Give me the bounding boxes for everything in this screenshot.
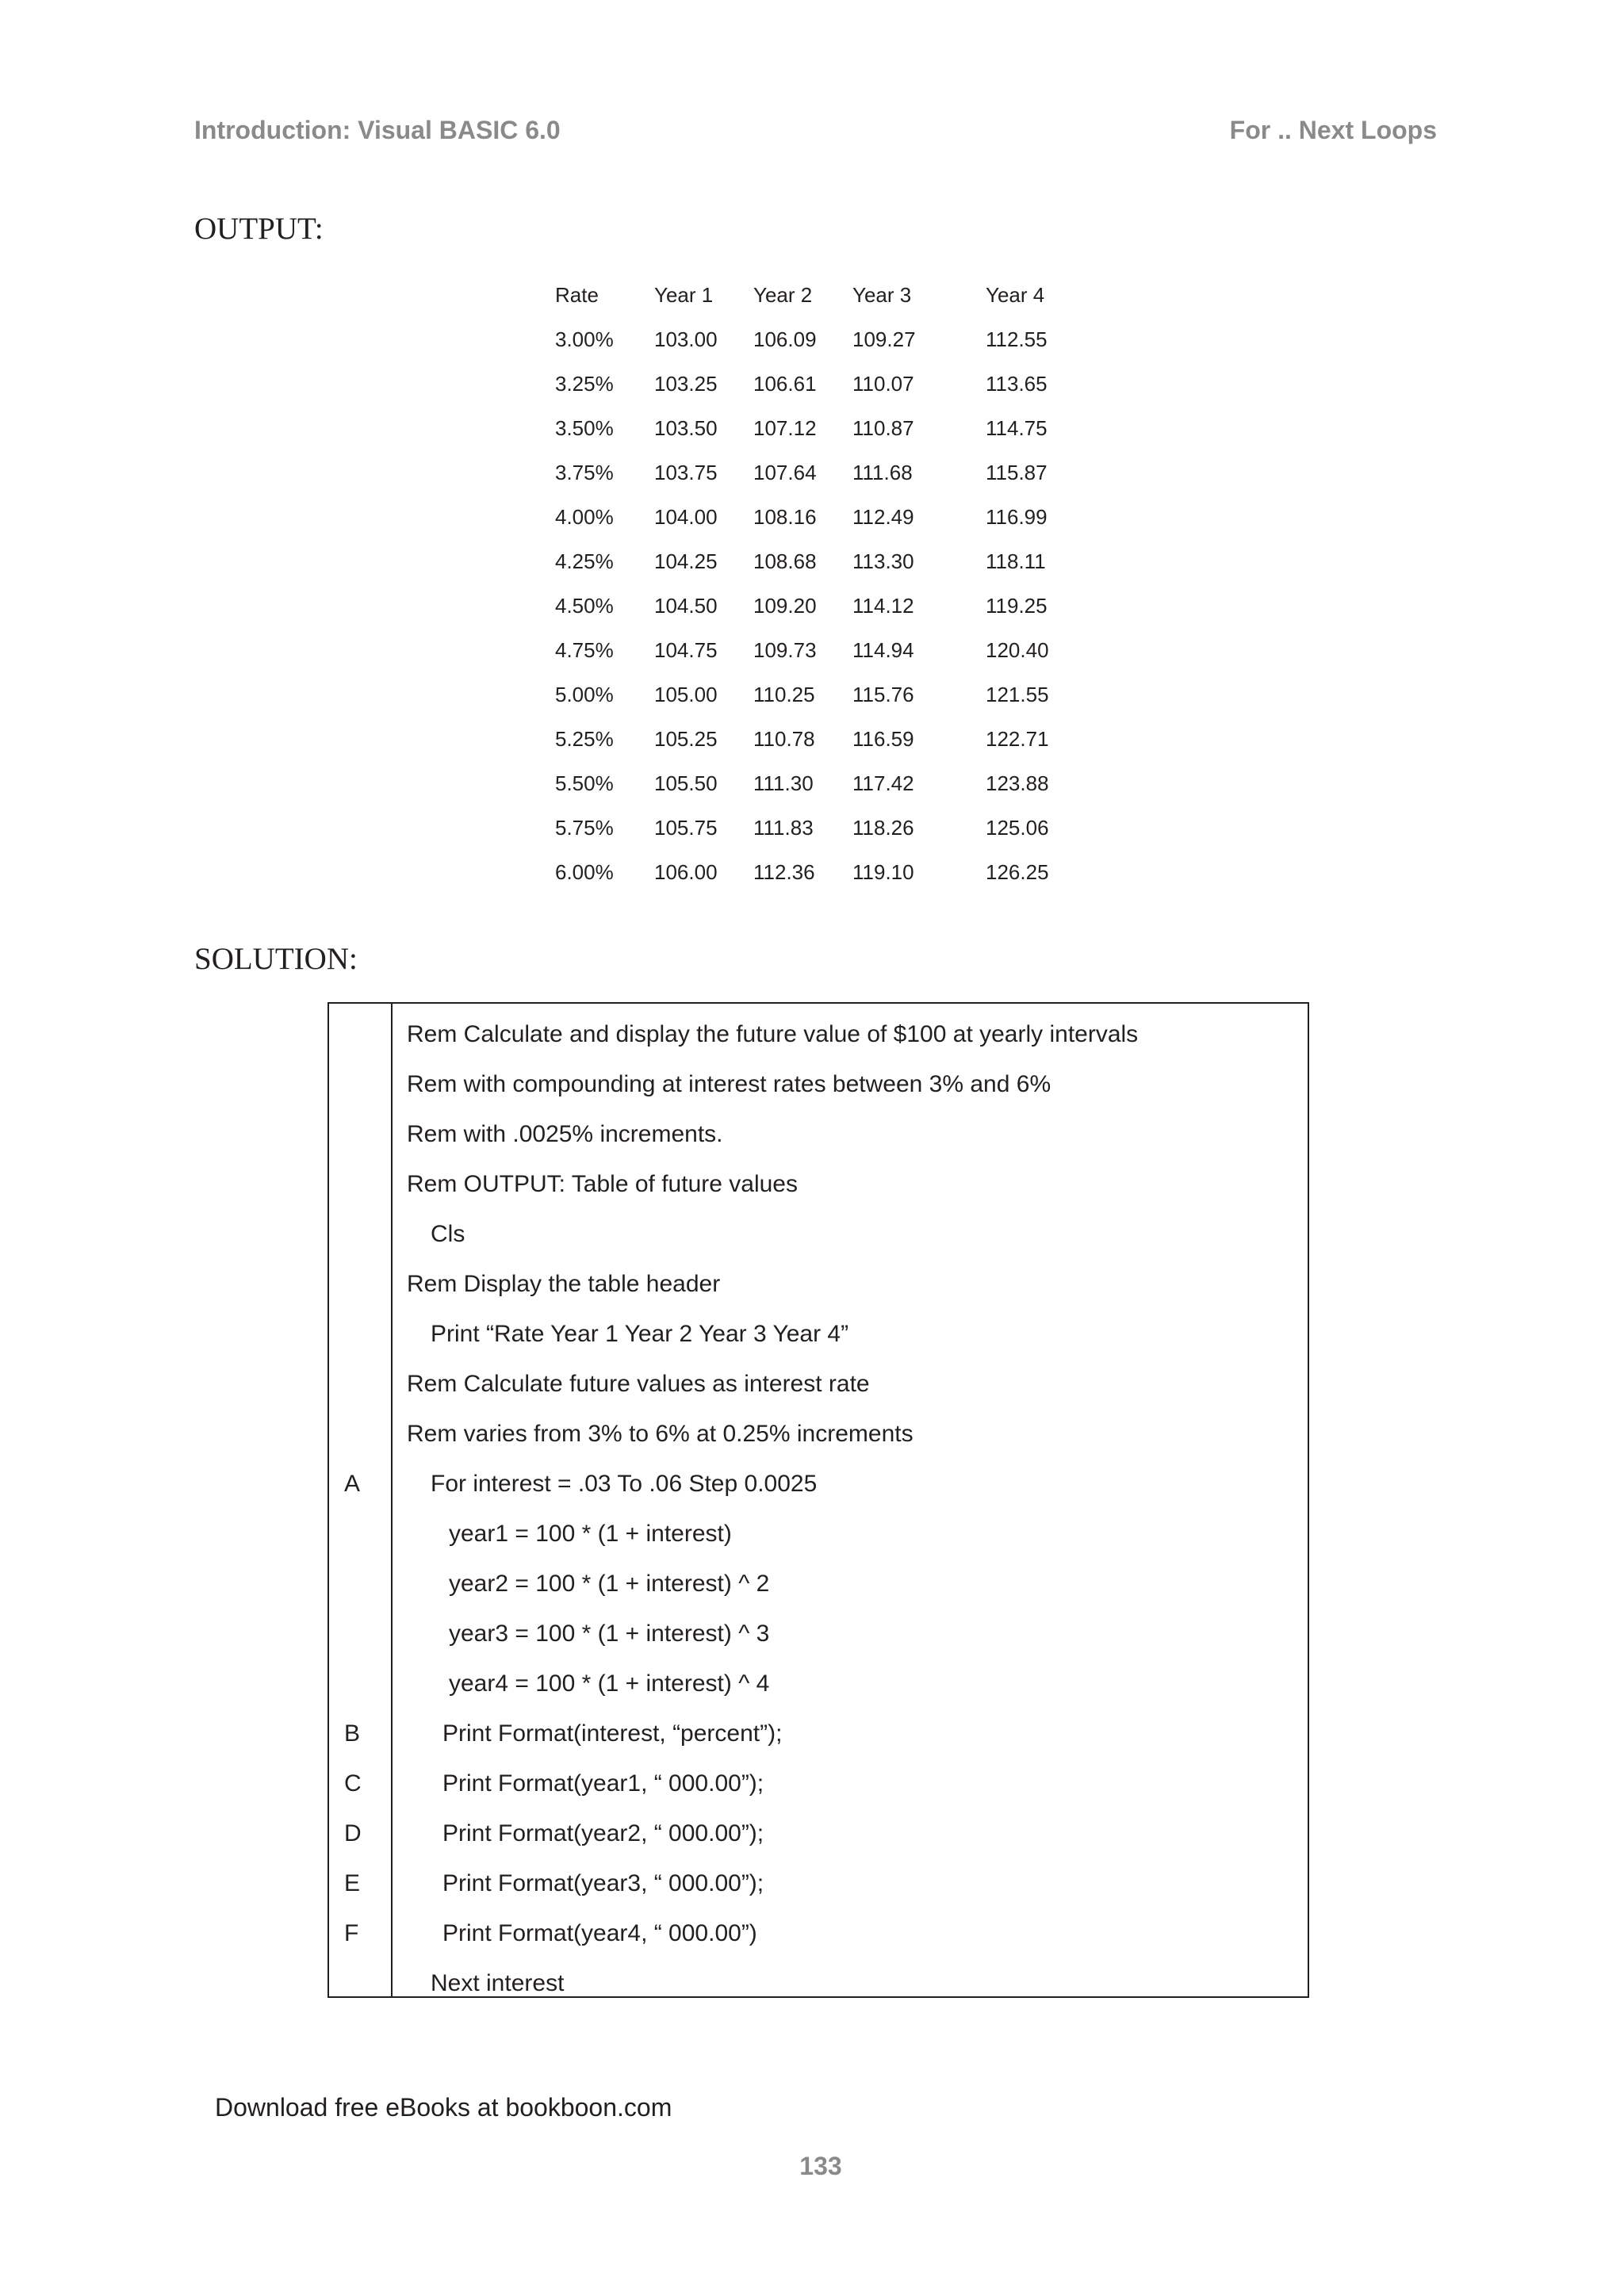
output-table — [555, 273, 1057, 894]
code-line-text: Print Format(year2, “ 000.00”); — [442, 1820, 764, 1846]
year-4-cell: 122.71 — [986, 726, 1049, 751]
year-4-cell: 120.40 — [986, 637, 1049, 662]
rate-cell: 6.00% — [555, 859, 614, 884]
code-line-text: Print Format(year1, “ 000.00”); — [442, 1770, 764, 1797]
code-line-text: year3 = 100 * (1 + interest) ^ 3 — [449, 1621, 770, 1647]
year-3-cell: 116.59 — [852, 726, 914, 751]
rate-cell: 4.50% — [555, 593, 614, 618]
column-header-year-4: Year 4 — [986, 282, 1045, 307]
year-1-cell: 104.50 — [654, 593, 718, 618]
code-line — [329, 1559, 1308, 1609]
code-line — [329, 1758, 1308, 1808]
code-line-text: Rem Calculate future values as interest rate — [407, 1371, 870, 1397]
code-line — [329, 1808, 1308, 1858]
year-1-cell: 103.50 — [654, 415, 718, 440]
year-4-cell: 125.06 — [986, 815, 1049, 840]
code-line — [329, 1858, 1308, 1908]
year-2-cell: 108.68 — [753, 549, 817, 573]
code-line-text: Next interest — [431, 1970, 565, 1996]
year-4-cell: 126.25 — [986, 859, 1049, 884]
code-line-label: F — [344, 1920, 359, 1946]
year-4-cell: 118.11 — [986, 549, 1046, 573]
output-table-row — [555, 539, 1057, 584]
year-4-cell: 112.55 — [986, 327, 1048, 351]
year-1-cell: 103.75 — [654, 460, 718, 484]
column-header-year-3: Year 3 — [852, 282, 912, 307]
code-line-text: Rem Display the table header — [407, 1271, 721, 1297]
code-line-text: year4 = 100 * (1 + interest) ^ 4 — [449, 1670, 770, 1697]
column-header-rate: Rate — [555, 282, 599, 307]
year-2-cell: 108.16 — [753, 504, 817, 529]
output-heading: OUTPUT: — [194, 212, 324, 246]
code-line-label: B — [344, 1720, 361, 1747]
code-line — [329, 1509, 1308, 1559]
code-line — [329, 1609, 1308, 1659]
code-line-label: C — [344, 1770, 362, 1797]
code-line — [329, 1159, 1308, 1209]
footer-download-text: Download free eBooks at bookboon.com — [215, 2093, 672, 2122]
code-line — [329, 1309, 1308, 1359]
code-line-text: Rem Calculate and display the future value of $100 at yearly intervals — [407, 1021, 1139, 1047]
output-table-row — [555, 406, 1057, 450]
code-line-text: Rem with compounding at interest rates between 3% and 6% — [407, 1071, 1051, 1097]
year-3-cell: 115.76 — [852, 682, 914, 706]
code-line — [329, 1109, 1308, 1159]
code-line-label: A — [344, 1471, 361, 1497]
rate-cell: 4.75% — [555, 637, 614, 662]
year-2-cell: 111.83 — [753, 815, 814, 840]
year-2-cell: 106.09 — [753, 327, 817, 351]
year-4-cell: 116.99 — [986, 504, 1048, 529]
code-line-text: Rem varies from 3% to 6% at 0.25% increments — [407, 1421, 914, 1447]
rate-cell: 5.75% — [555, 815, 614, 840]
rate-cell: 3.25% — [555, 371, 614, 396]
output-table-body — [555, 317, 1057, 894]
year-3-cell: 109.27 — [852, 327, 916, 351]
page-number: 133 — [799, 2152, 842, 2180]
code-line — [329, 1209, 1308, 1259]
year-1-cell: 105.25 — [654, 726, 718, 751]
year-1-cell: 104.75 — [654, 637, 718, 662]
output-table-row — [555, 806, 1057, 850]
year-3-cell: 112.49 — [852, 504, 914, 529]
output-table-row — [555, 450, 1057, 495]
output-table-row — [555, 584, 1057, 628]
year-2-cell: 109.20 — [753, 593, 817, 618]
code-line — [329, 1709, 1308, 1758]
code-line-text: year1 = 100 * (1 + interest) — [449, 1521, 732, 1547]
code-line — [329, 1659, 1308, 1709]
year-3-cell: 111.68 — [852, 460, 913, 484]
output-table-row — [555, 761, 1057, 806]
code-line — [329, 1958, 1308, 2008]
year-3-cell: 114.94 — [852, 637, 914, 662]
code-line-text: Print “Rate Year 1 Year 2 Year 3 Year 4” — [431, 1321, 849, 1347]
rate-cell: 3.75% — [555, 460, 614, 484]
year-4-cell: 123.88 — [986, 771, 1049, 795]
output-table-row — [555, 672, 1057, 717]
rate-cell: 5.50% — [555, 771, 614, 795]
code-line — [329, 1409, 1308, 1459]
code-line-text: Print Format(year4, “ 000.00”) — [442, 1920, 757, 1946]
running-head-right: For .. Next Loops — [1229, 116, 1437, 144]
code-line — [329, 1059, 1308, 1109]
code-line — [329, 1359, 1308, 1409]
year-4-cell: 121.55 — [986, 682, 1049, 706]
running-head-left: Introduction: Visual BASIC 6.0 — [194, 116, 561, 144]
year-3-cell: 113.30 — [852, 549, 914, 573]
output-table-row — [555, 495, 1057, 539]
year-4-cell: 114.75 — [986, 415, 1048, 440]
rate-cell: 4.00% — [555, 504, 614, 529]
year-3-cell: 110.87 — [852, 415, 914, 440]
year-3-cell: 119.10 — [852, 859, 914, 884]
year-1-cell: 106.00 — [654, 859, 718, 884]
output-table-row — [555, 362, 1057, 406]
code-line-text: Print Format(year3, “ 000.00”); — [442, 1870, 764, 1896]
year-1-cell: 104.25 — [654, 549, 718, 573]
year-2-cell: 112.36 — [753, 859, 815, 884]
code-line — [329, 1259, 1308, 1309]
code-line-text: Rem with .0025% increments. — [407, 1121, 723, 1147]
column-header-year-2: Year 2 — [753, 282, 813, 307]
year-1-cell: 104.00 — [654, 504, 718, 529]
year-2-cell: 107.12 — [753, 415, 817, 440]
rate-cell: 3.50% — [555, 415, 614, 440]
code-line-label: D — [344, 1820, 362, 1846]
code-line — [329, 1908, 1308, 1958]
year-2-cell: 110.78 — [753, 726, 815, 751]
rate-cell: 3.00% — [555, 327, 614, 351]
rate-cell: 5.00% — [555, 682, 614, 706]
year-4-cell: 113.65 — [986, 371, 1048, 396]
code-line-text: Cls — [431, 1221, 465, 1247]
code-line-label: E — [344, 1870, 361, 1896]
year-1-cell: 105.75 — [654, 815, 718, 840]
year-2-cell: 109.73 — [753, 637, 817, 662]
year-3-cell: 114.12 — [852, 593, 914, 618]
year-2-cell: 106.61 — [753, 371, 817, 396]
output-table-row — [555, 628, 1057, 672]
code-line-text: For interest = .03 To .06 Step 0.0025 — [431, 1471, 818, 1497]
rate-cell: 5.25% — [555, 726, 614, 751]
year-1-cell: 105.50 — [654, 771, 718, 795]
year-3-cell: 118.26 — [852, 815, 914, 840]
year-2-cell: 110.25 — [753, 682, 815, 706]
year-1-cell: 105.00 — [654, 682, 718, 706]
code-line-text: Rem OUTPUT: Table of future values — [407, 1171, 798, 1197]
output-table-row — [555, 717, 1057, 761]
year-1-cell: 103.25 — [654, 371, 718, 396]
rate-cell: 4.25% — [555, 549, 614, 573]
year-3-cell: 117.42 — [852, 771, 914, 795]
output-table-header-row — [555, 273, 1057, 317]
code-line — [329, 1009, 1308, 1059]
code-line-text: year2 = 100 * (1 + interest) ^ 2 — [449, 1571, 770, 1597]
code-line-text: Print Format(interest, “percent”); — [442, 1720, 783, 1747]
output-table-row — [555, 317, 1057, 362]
solution-heading: SOLUTION: — [194, 942, 358, 976]
code-line — [329, 1459, 1308, 1509]
code-listing — [327, 1002, 1309, 1998]
year-4-cell: 119.25 — [986, 593, 1048, 618]
year-2-cell: 107.64 — [753, 460, 817, 484]
year-4-cell: 115.87 — [986, 460, 1048, 484]
column-header-year-1: Year 1 — [654, 282, 714, 307]
year-2-cell: 111.30 — [753, 771, 814, 795]
year-1-cell: 103.00 — [654, 327, 718, 351]
year-3-cell: 110.07 — [852, 371, 914, 396]
output-table-row — [555, 850, 1057, 894]
